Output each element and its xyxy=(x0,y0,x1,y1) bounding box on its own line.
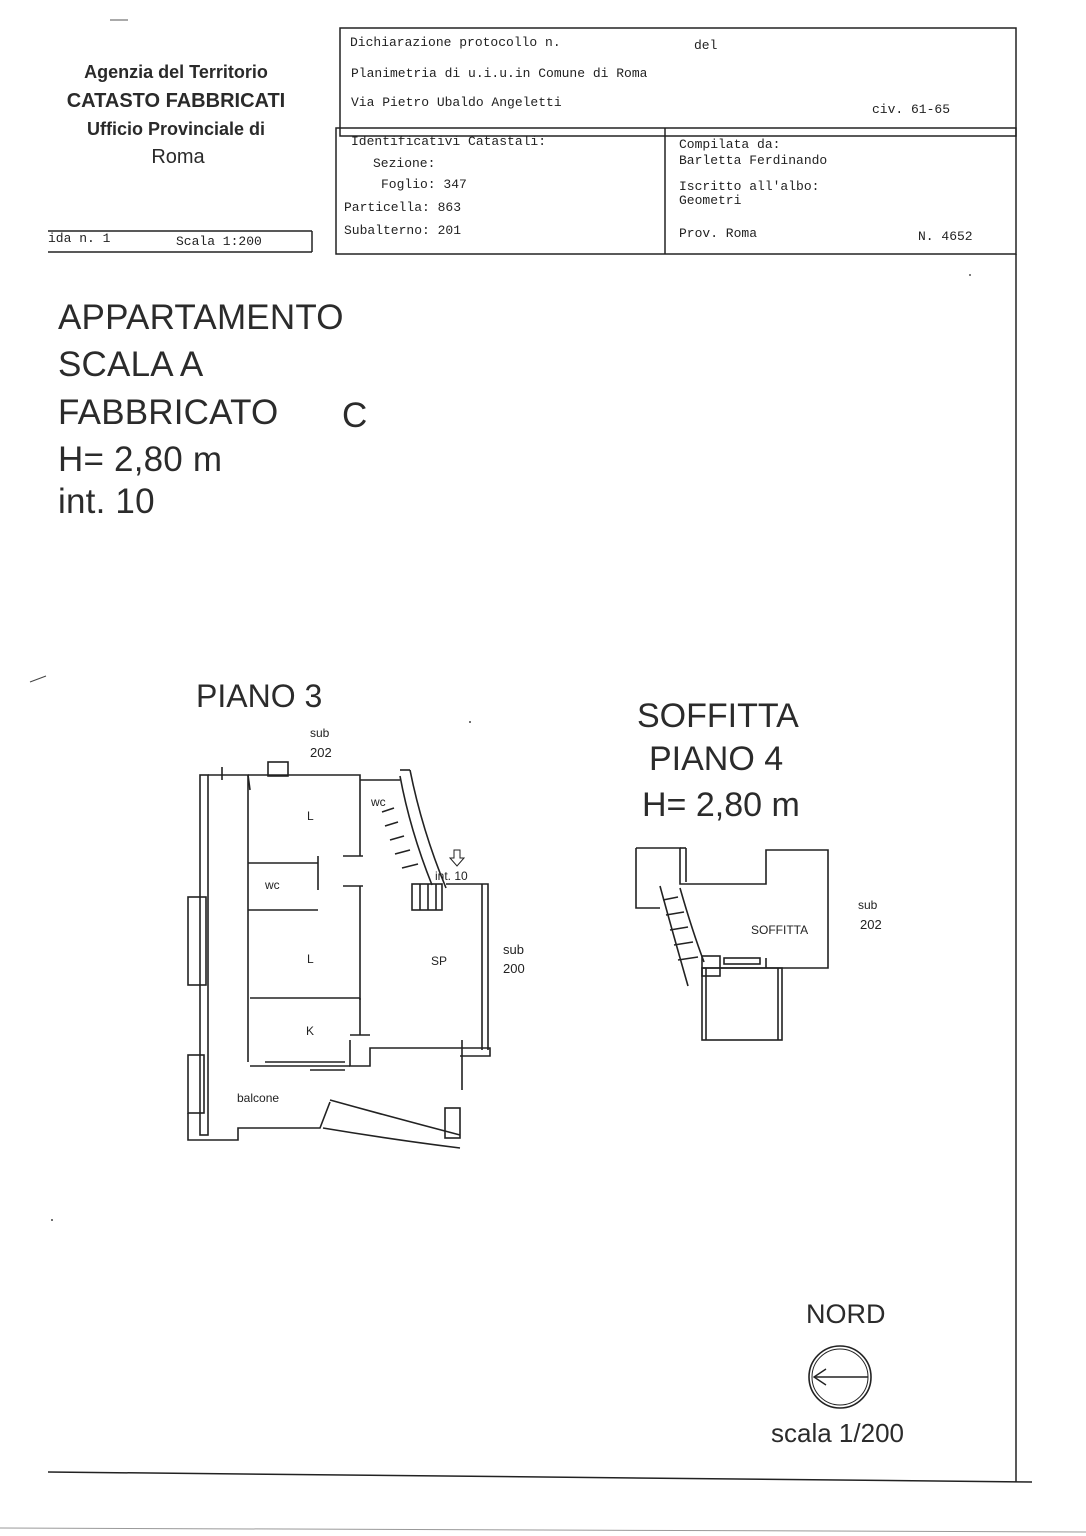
attic-title: SOFFITTA xyxy=(637,697,799,735)
compiled-by-name: Barletta Ferdinando xyxy=(679,153,828,168)
registered-label: Iscritto all'albo: xyxy=(679,179,820,194)
title-fabbricato: FABBRICATO xyxy=(58,393,279,432)
room-wc-top: wc xyxy=(371,795,386,809)
room-L1: L xyxy=(307,809,314,823)
sheet-number: ida n. 1 xyxy=(48,231,111,246)
header-scale: Scala 1:200 xyxy=(176,234,262,249)
office-city: Roma xyxy=(151,146,205,168)
plan-of-label: Planimetria di u.i.u.in Comune di Roma xyxy=(351,66,648,81)
room-wc-left: wc xyxy=(265,878,280,892)
agency-name: Agenzia del Territorio xyxy=(84,62,268,82)
sezione-field: Sezione: xyxy=(373,156,436,171)
sub-right-label: sub xyxy=(503,942,524,957)
sub-top-label: sub xyxy=(310,726,330,740)
room-L2: L xyxy=(307,952,314,966)
attic-sub-label: sub xyxy=(858,898,878,912)
sub-top-number: 202 xyxy=(310,745,332,760)
provincial-office: Ufficio Provinciale di xyxy=(86,119,266,139)
balcony-label: balcone xyxy=(237,1091,280,1105)
room-SP: SP xyxy=(431,954,448,968)
title-fabbricato-value: C xyxy=(342,396,368,435)
north-label: NORD xyxy=(806,1299,886,1329)
catasto-title: CATASTO FABBRICATI xyxy=(66,90,286,112)
registered-value: Geometri xyxy=(679,193,742,208)
foglio-field: Foglio: 347 xyxy=(381,177,467,192)
del-label: del xyxy=(694,38,718,53)
title-interior: int. 10 xyxy=(58,482,155,521)
registration-number: N. 4652 xyxy=(918,229,973,244)
street-address: Via Pietro Ubaldo Angeletti xyxy=(351,95,562,110)
north-scale: scala 1/200 xyxy=(771,1418,904,1448)
title-scala: SCALA A xyxy=(58,345,204,384)
identifiers-title: Identificativi Catastali: xyxy=(351,134,547,149)
attic-sub-number: 202 xyxy=(860,917,882,932)
attic-floor: PIANO 4 xyxy=(649,740,784,778)
subalterno-field: Subalterno: 201 xyxy=(344,223,462,238)
civic-number: civ. 61-65 xyxy=(872,102,951,117)
compiled-by-label: Compilata da: xyxy=(679,137,781,152)
particella-field: Particella: 863 xyxy=(344,200,462,215)
entrance-label: int. 10 xyxy=(435,869,468,883)
attic-room-label: SOFFITTA xyxy=(751,923,809,937)
declaration-label: Dichiarazione protocollo n. xyxy=(350,35,561,50)
room-K: K xyxy=(306,1024,315,1038)
province-field: Prov. Roma xyxy=(679,226,758,241)
title-appartamento: APPARTAMENTO xyxy=(58,298,344,337)
title-height: H= 2,80 m xyxy=(58,440,223,479)
attic-height: H= 2,80 m xyxy=(642,786,800,824)
sub-right-number: 200 xyxy=(503,961,525,976)
piano3-title: PIANO 3 xyxy=(196,678,323,714)
